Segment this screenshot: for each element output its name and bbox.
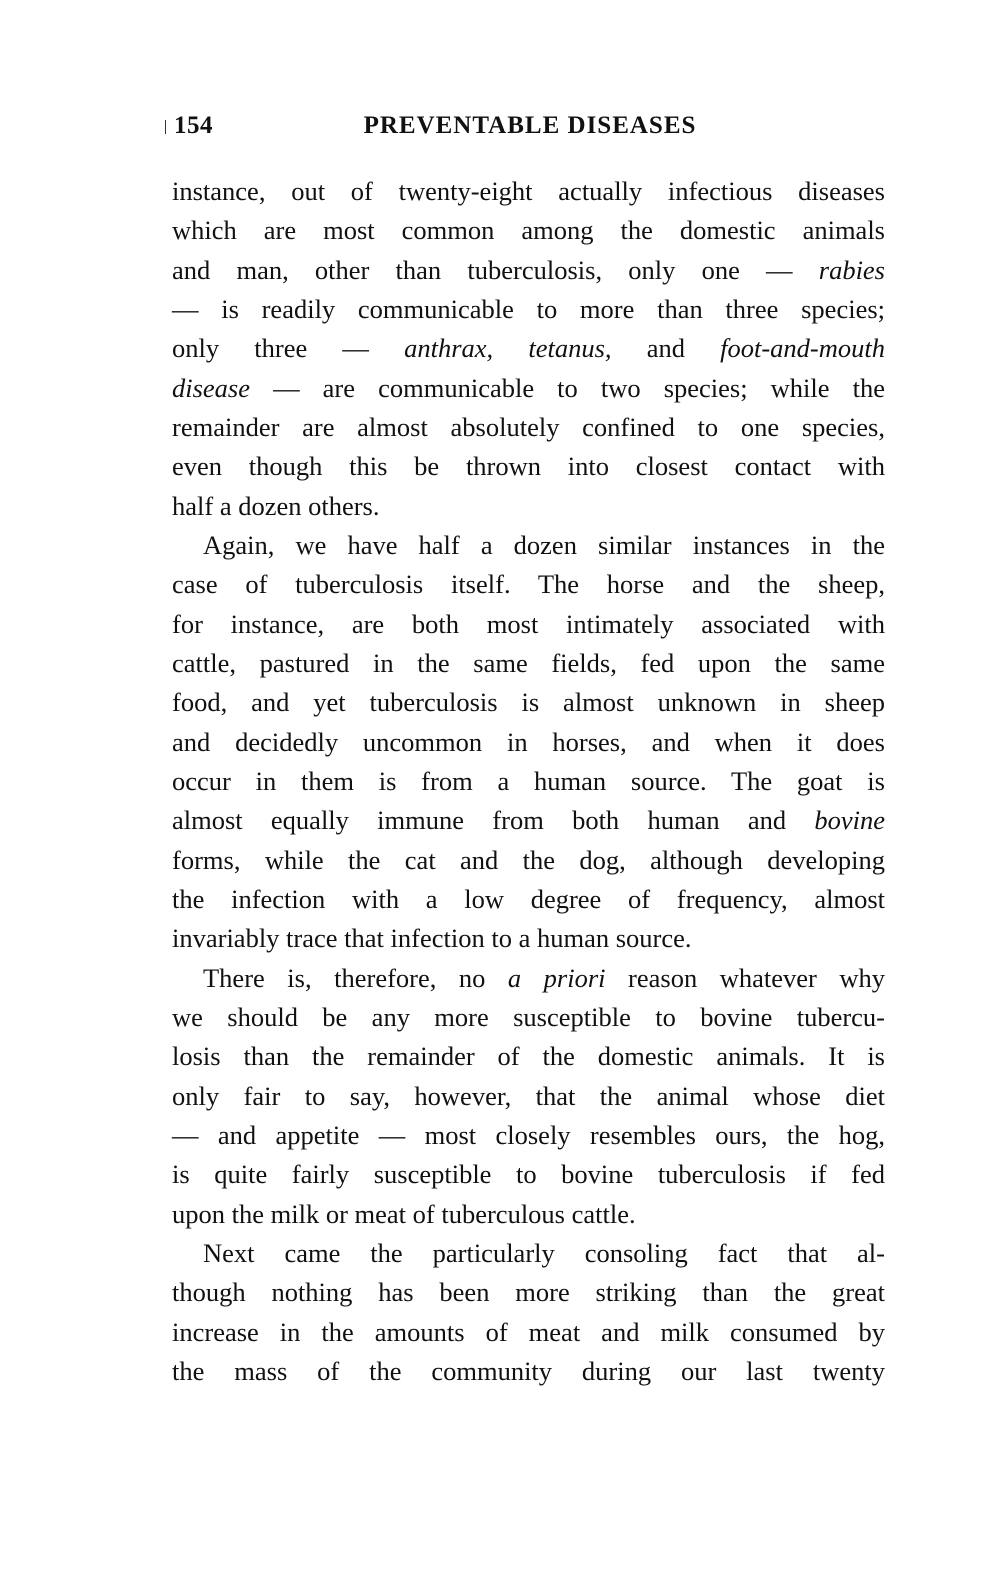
text-segment: — are communicable to two species; while the <box>250 372 885 403</box>
text-segment: though nothing has been more striking than the great <box>172 1277 885 1308</box>
text-segment: losis than the remainder of the domestic animals. It is <box>172 1041 885 1072</box>
text-line <box>172 723 885 762</box>
text-segment: case of tuberculosis itself. The horse and the sheep, <box>172 569 885 600</box>
italic-text: bovine <box>814 805 885 836</box>
text-line <box>172 919 885 958</box>
text-line <box>172 762 885 801</box>
text-segment: even though this be thrown into closest contact with <box>172 451 885 482</box>
italic-text: tetanus, <box>528 333 612 364</box>
text-segment: only fair to say, however, that the animal whose diet <box>172 1080 885 1111</box>
scan-mark <box>165 120 166 134</box>
text-segment: reason whatever why <box>605 962 885 993</box>
text-segment: increase in the amounts of meat and milk consumed by <box>172 1316 885 1347</box>
text-line <box>172 880 885 919</box>
text-segment: Again, we have half a dozen similar instances in the <box>203 529 885 560</box>
text-segment: half a dozen others. <box>172 490 380 521</box>
text-line <box>172 1077 885 1116</box>
text-segment: the infection with a low degree of frequency, almost <box>172 883 885 914</box>
text-line <box>172 1037 885 1076</box>
text-segment: remainder are almost absolutely confined to one species, <box>172 411 885 442</box>
text-line <box>172 841 885 880</box>
text-segment: — is readily communicable to more than three species; <box>172 293 885 324</box>
text-segment: for instance, are both most intimately associated with <box>172 608 885 639</box>
text-line <box>172 172 885 211</box>
text-line <box>172 1273 885 1312</box>
text-line <box>172 447 885 486</box>
text-segment: Next came the particularly consoling fact that al- <box>203 1237 885 1268</box>
text-segment: food, and yet tuberculosis is almost unknown in sheep <box>172 687 885 718</box>
text-segment: we should be any more susceptible to bovine tubercu- <box>172 1001 885 1032</box>
text-line <box>172 801 885 840</box>
text-line <box>172 565 885 604</box>
italic-text: rabies <box>818 254 885 285</box>
italic-text: foot-and-mouth <box>720 333 885 364</box>
text-line <box>172 211 885 250</box>
text-segment: the mass of the community during our last twenty <box>172 1355 885 1386</box>
text-segment: invariably trace that infection to a human source. <box>172 923 692 954</box>
text-segment: upon the milk or meat of tuberculous cattle. <box>172 1198 636 1229</box>
text-line <box>172 1313 885 1352</box>
text-segment: almost equally immune from both human and <box>172 805 815 836</box>
text-line <box>172 605 885 644</box>
text-line <box>172 1195 885 1234</box>
text-line <box>172 959 885 998</box>
text-segment: and decidedly uncommon in horses, and when it does <box>172 726 885 757</box>
text-segment: and <box>611 333 721 364</box>
italic-text: disease <box>172 372 251 403</box>
text-line <box>172 1352 885 1391</box>
text-line <box>172 1116 885 1155</box>
text-line <box>172 644 885 683</box>
text-line <box>172 1155 885 1194</box>
text-line <box>172 290 885 329</box>
text-segment: which are most common among the domestic animals <box>172 215 885 246</box>
text-line <box>172 251 885 290</box>
text-line <box>172 998 885 1037</box>
running-title: PREVENTABLE DISEASES <box>363 112 697 139</box>
text-line <box>172 683 885 722</box>
text-segment <box>493 333 528 363</box>
body-text <box>172 172 885 1391</box>
text-line <box>172 487 885 526</box>
text-segment: is quite fairly susceptible to bovine tuberculosis if fed <box>172 1159 885 1190</box>
text-line <box>172 1234 885 1273</box>
italic-text: anthrax, <box>404 333 494 364</box>
italic-text: a priori <box>507 962 606 993</box>
text-segment: forms, while the cat and the dog, although developing <box>172 844 885 875</box>
page-number: 154 <box>174 112 213 139</box>
text-segment: There is, therefore, no <box>203 962 508 993</box>
text-segment: only three — <box>172 333 405 364</box>
text-segment: instance, out of twenty-eight actually infectious diseases <box>172 176 885 206</box>
text-segment: cattle, pastured in the same fields, fed upon the same <box>172 647 885 678</box>
text-line <box>172 369 885 408</box>
text-segment: occur in them is from a human source. The goat is <box>172 765 885 796</box>
text-line <box>172 408 885 447</box>
text-line <box>172 329 885 368</box>
text-line <box>172 526 885 565</box>
text-segment: and man, other than tuberculosis, only one — <box>172 254 819 285</box>
text-segment: — and appetite — most closely resembles ours, the hog, <box>172 1119 885 1150</box>
